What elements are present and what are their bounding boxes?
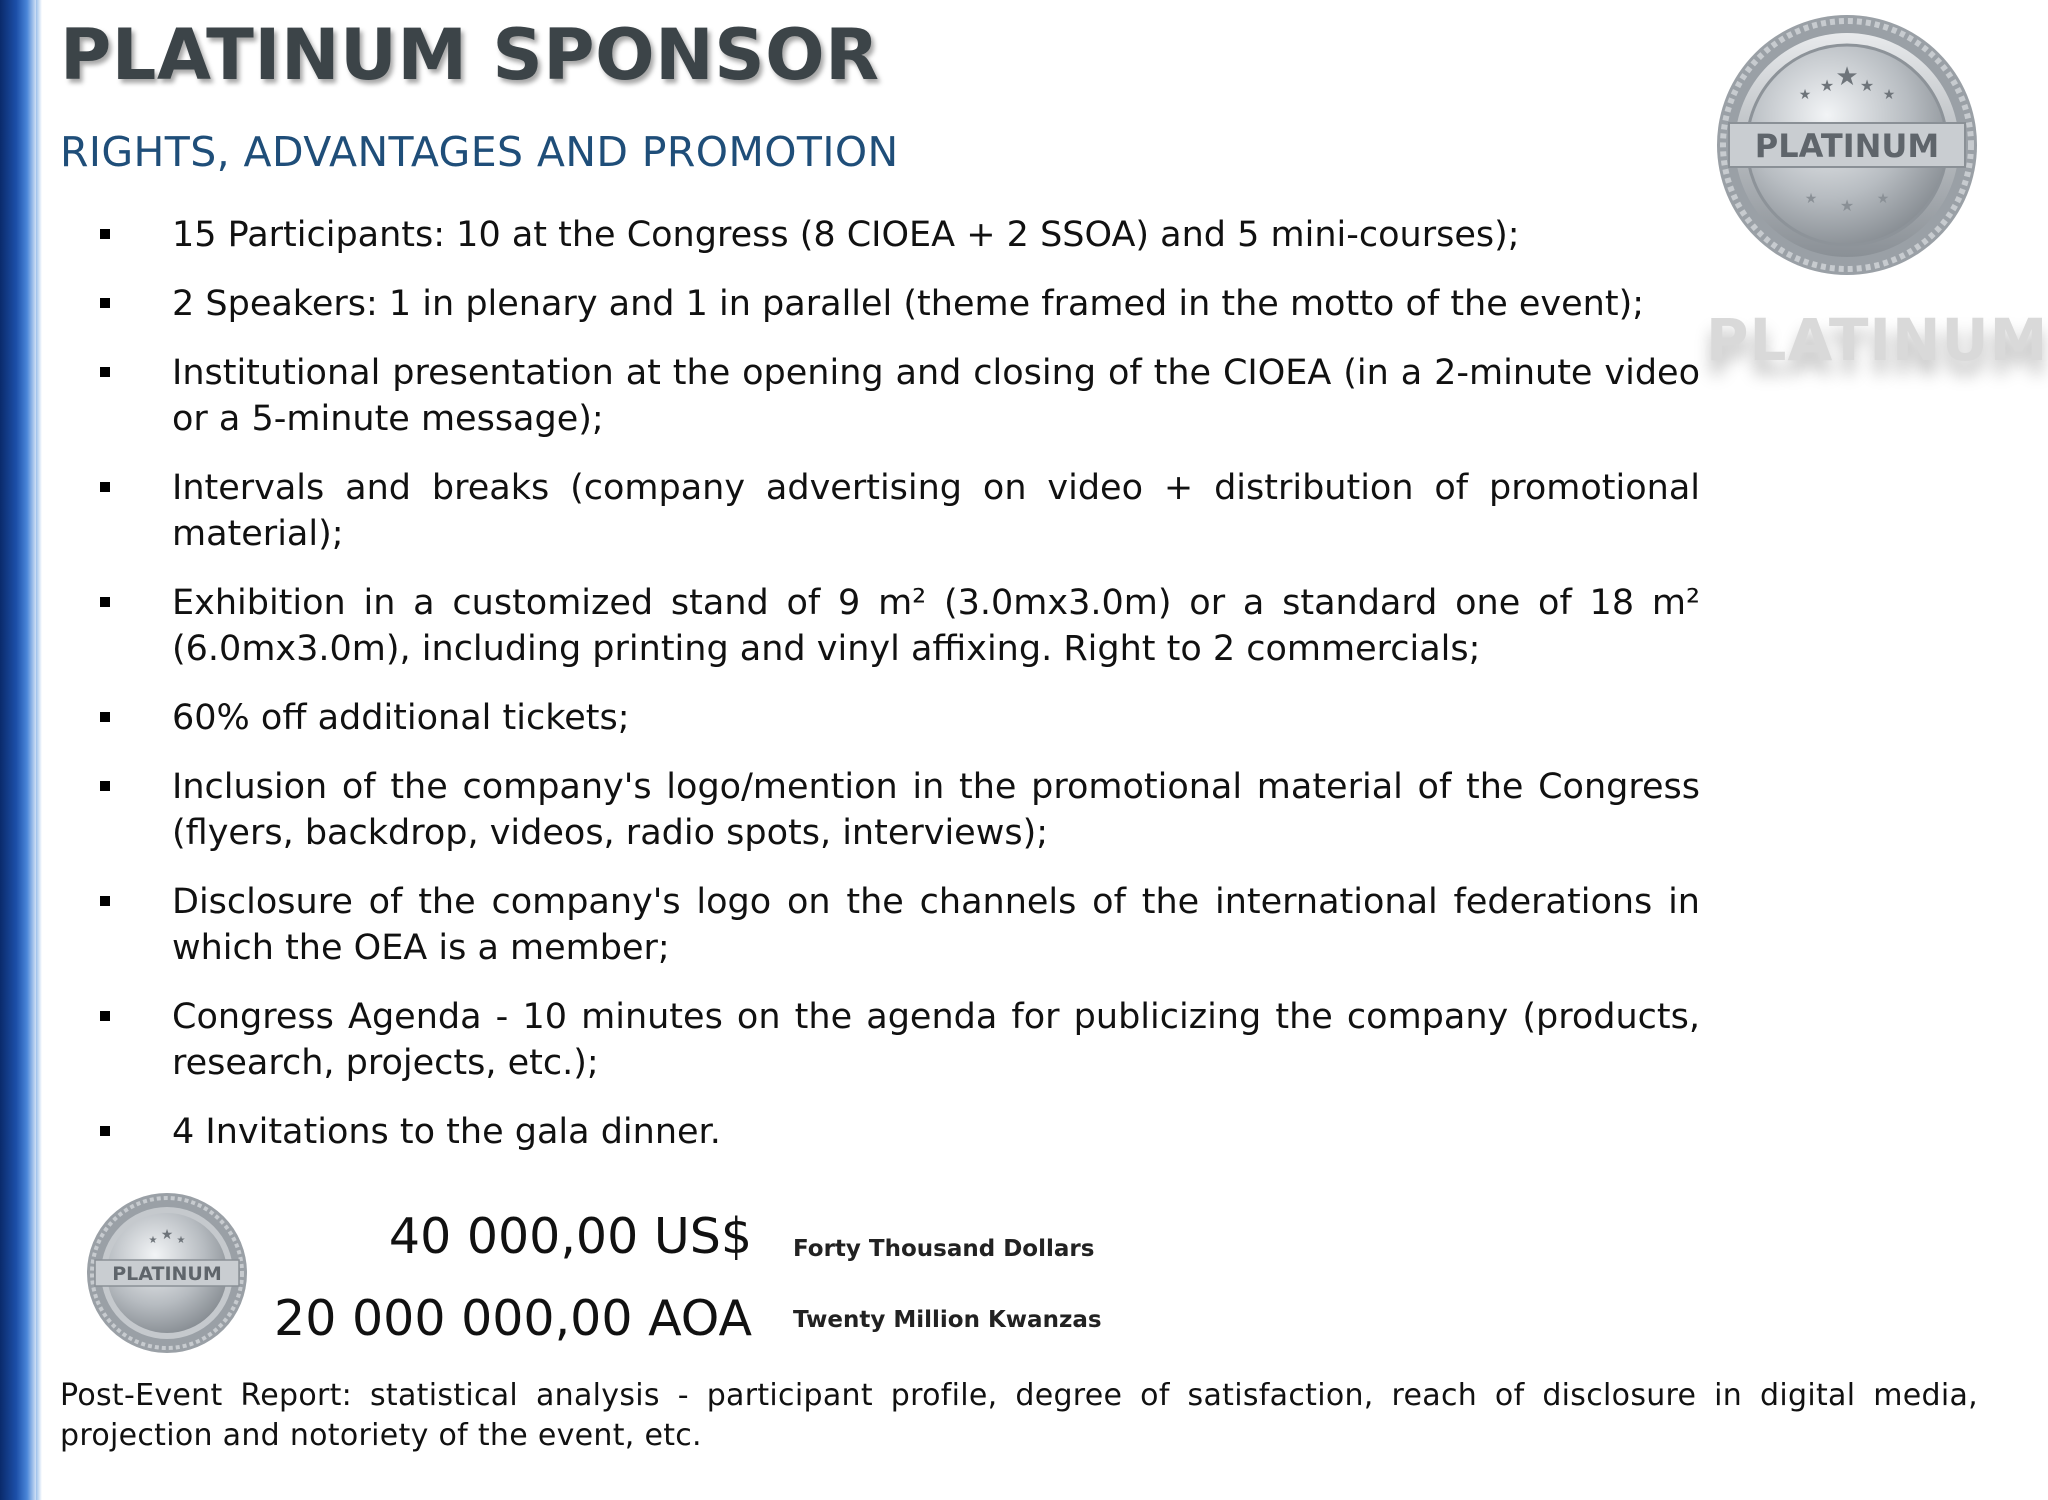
platinum-seal-small-icon [82,1188,252,1358]
price-aoa-words: Twenty Million Kwanzas [793,1307,1102,1333]
bullet-icon [100,597,110,607]
svg-text:★: ★ [160,1227,174,1243]
rights-list [90,212,1700,1178]
rights-item: Inclusion of the company's logo/mention in the promotional material of the Congress (flyers, backdrop, videos, radio spots, interviews); [90,764,1700,856]
svg-text:★: ★ [1876,191,1890,207]
rights-item: Institutional presentation at the opening and closing of the CIOEA (in a 2-minute video or a 5-minute message); [90,350,1700,442]
rights-item: Exhibition in a customized stand of 9 m² (3.0mx3.0m) or a standard one of 18 m² (6.0mx3.0m), including printing and vinyl affixing. Right to 2 commercials; [90,580,1700,672]
bullet-icon [100,229,110,239]
bullet-icon [100,367,110,377]
bullet-icon [100,1126,110,1136]
side-accent-bar [0,0,36,1500]
svg-text:★: ★ [1839,196,1855,215]
price-aoa: 20 000 000,00 AOA [274,1290,752,1347]
platinum-caption: PLATINUM [1706,306,2048,374]
page-subtitle: RIGHTS, ADVANTAGES AND PROMOTION [60,128,899,176]
rights-item: 4 Invitations to the gala dinner. [90,1109,1700,1155]
svg-text:★: ★ [1882,87,1896,103]
rights-item: 15 Participants: 10 at the Congress (8 CIOEA + 2 SSOA) and 5 mini-courses); [90,212,1700,258]
rights-item: Intervals and breaks (company advertising on video + distribution of promotional material); [90,465,1700,557]
bullet-icon [100,712,110,722]
rights-item: Disclosure of the company's logo on the channels of the international federations in which the OEA is a member; [90,879,1700,971]
svg-text:★: ★ [148,1235,158,1246]
bullet-icon [100,896,110,906]
bullet-icon [100,1011,110,1021]
bullet-icon [100,298,110,308]
bullet-icon [100,482,110,492]
price-usd-words: Forty Thousand Dollars [793,1236,1095,1262]
svg-text:★: ★ [1819,76,1835,95]
svg-text:★: ★ [176,1235,186,1246]
bullet-icon [100,781,110,791]
svg-text:★: ★ [1804,191,1818,207]
svg-text:★: ★ [1835,62,1859,92]
page-title: PLATINUM SPONSOR [60,14,880,96]
platinum-seal-icon [1712,0,1982,290]
rights-item: 2 Speakers: 1 in plenary and 1 in parallel (theme framed in the motto of the event); [90,281,1700,327]
svg-text:★: ★ [1798,87,1812,103]
svg-text:★: ★ [1859,76,1875,95]
seal-small-text: PLATINUM [112,1263,222,1285]
rights-item: 60% off additional tickets; [90,695,1700,741]
seal-text: PLATINUM [1754,127,1940,165]
post-event-report: Post-Event Report: statistical analysis - participant profile, degree of satisfaction, reach of disclosure in digital media, projection and notoriety of the event, etc. [60,1378,1978,1453]
rights-item: Congress Agenda - 10 minutes on the agenda for publicizing the company (products, research, projects, etc.); [90,994,1700,1086]
price-usd: 40 000,00 US$ [388,1208,752,1265]
